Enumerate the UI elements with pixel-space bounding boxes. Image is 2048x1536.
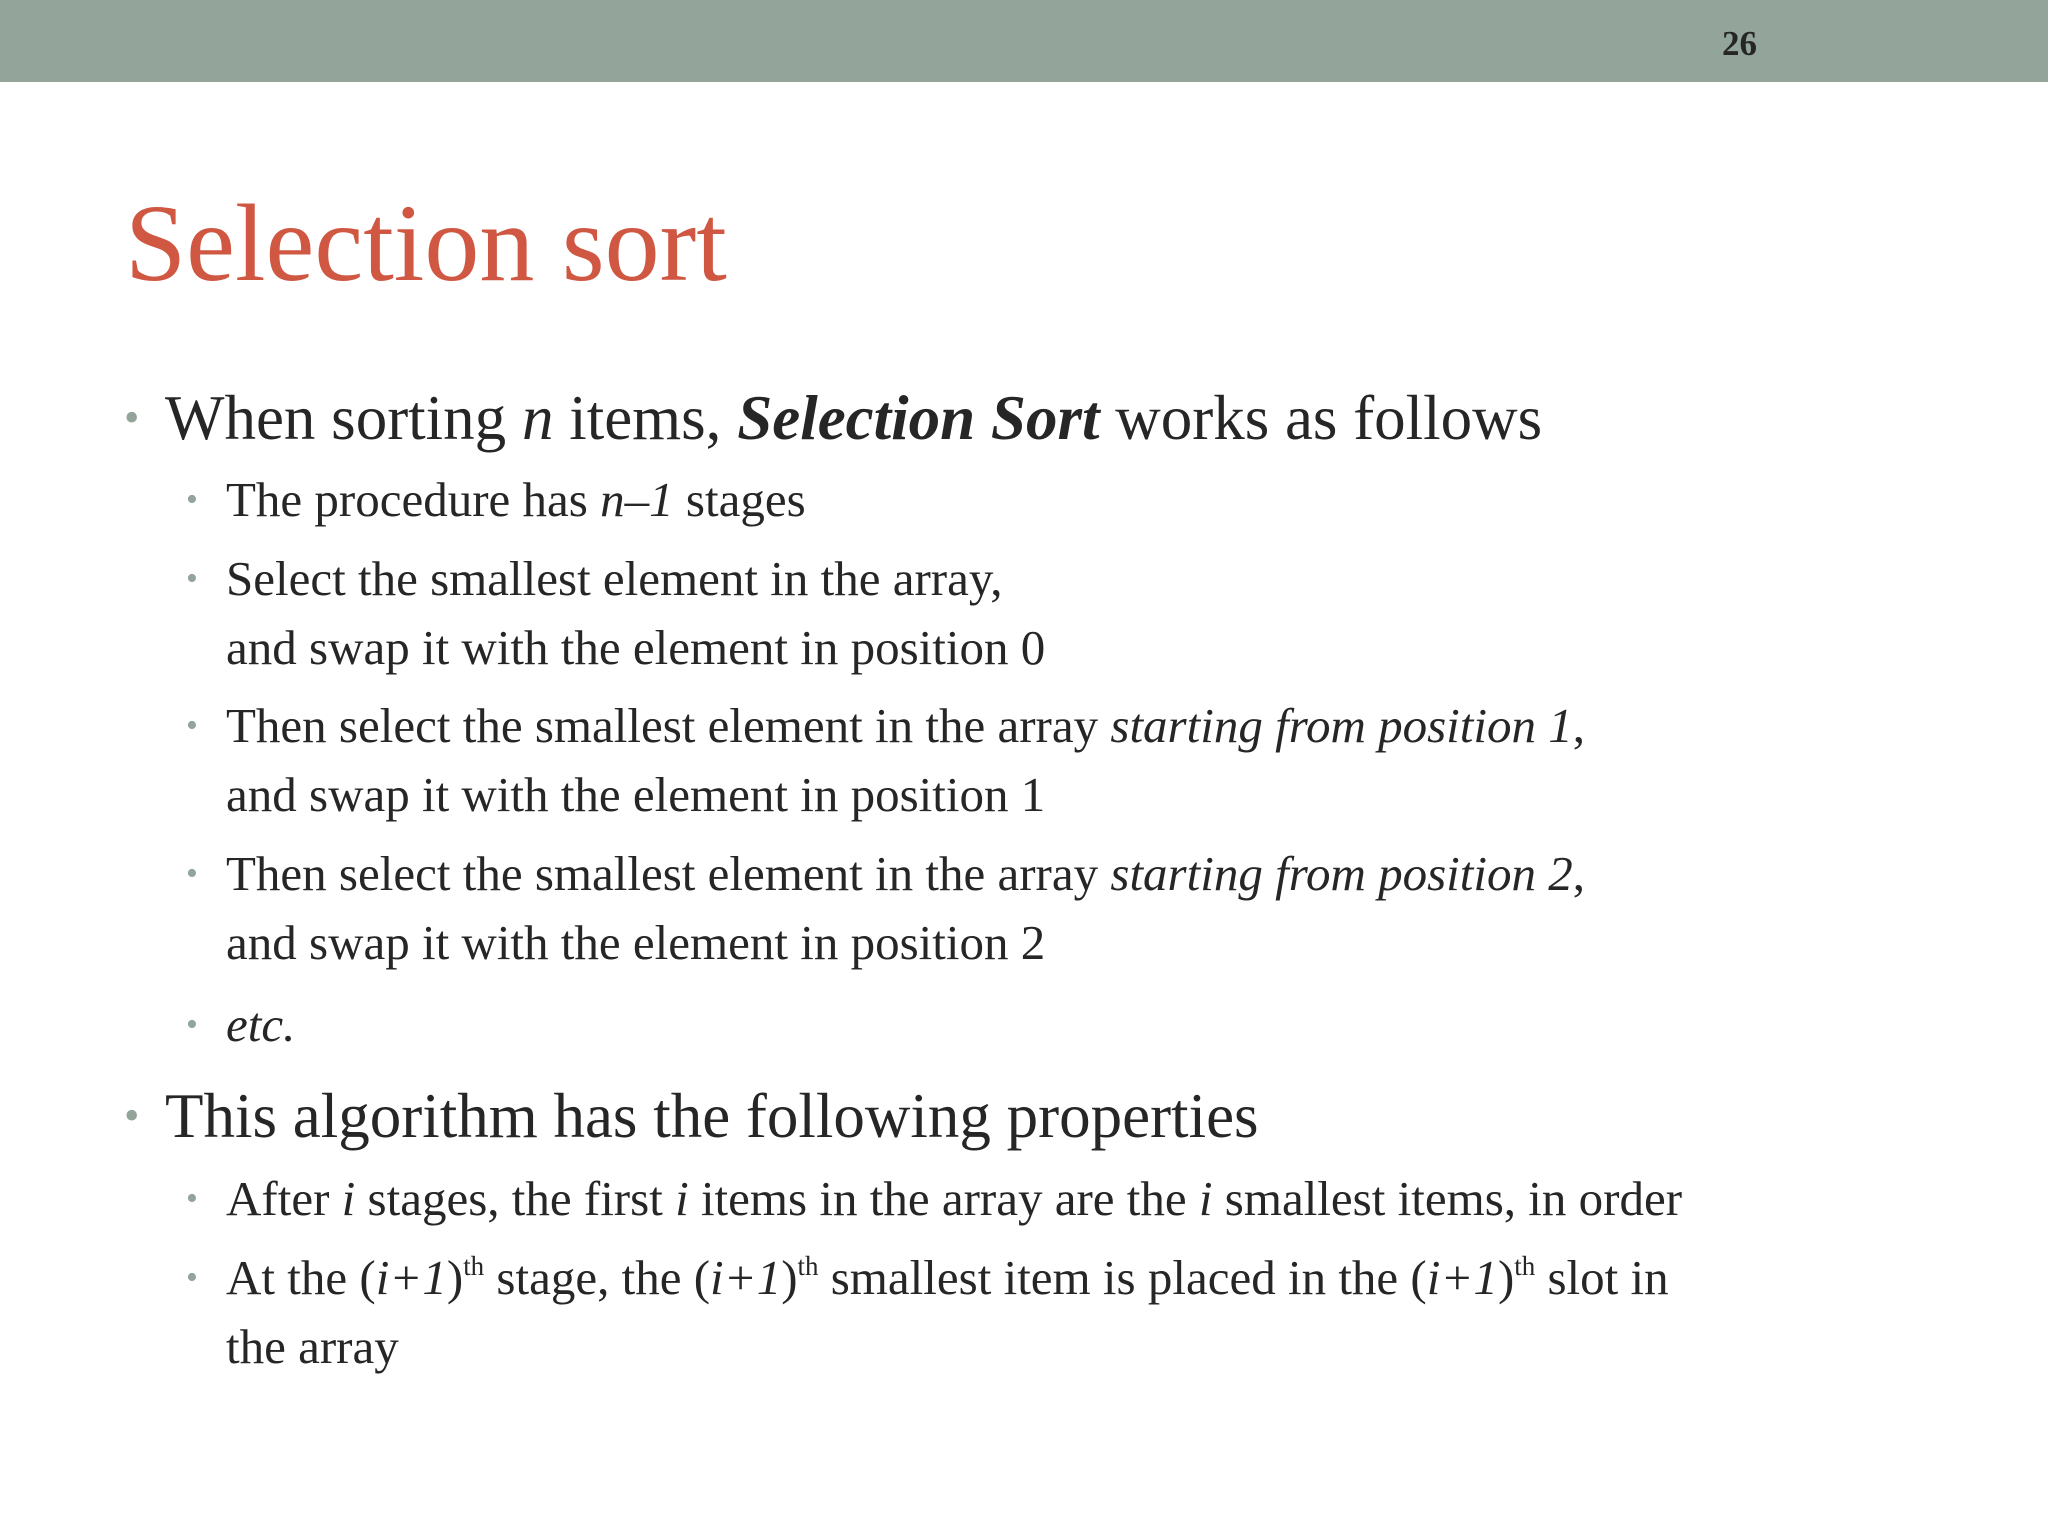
bullet-stages [226,471,806,529]
bullet-select-first [226,550,1002,608]
bullet-properties [165,1080,1259,1152]
text-italic: n–1 [600,472,674,527]
bullet-dot: • [186,1259,198,1296]
text: The procedure has [226,472,601,527]
text: Then select the smallest element in the array [226,846,1111,901]
text: and swap it with the element in position 0 [226,620,1046,675]
text: items, [553,383,738,453]
text: the array [226,1319,399,1374]
text: works as follows [1099,383,1543,453]
text: Then select the smallest element in the array [226,698,1111,753]
text-italic: i+1 [1426,1250,1498,1305]
text: , [1572,698,1586,753]
text: Select the smallest element in the array, [226,551,1003,606]
text: When sorting [165,383,522,453]
bullet-select-third [226,845,1585,903]
text: stages [673,472,806,527]
text: and swap it with the element in position 2 [226,915,1046,970]
bullet-dot: • [186,1180,198,1217]
superscript: th [1514,1251,1536,1282]
bullet-dot: • [186,707,198,744]
top-bar [0,0,2048,82]
bullet-i-plus-1-stage [226,1249,1669,1307]
text: After [226,1171,342,1226]
text: This algorithm has the following properties [165,1081,1259,1151]
slide-number: 26 [1722,24,1757,63]
text-italic: starting from position 2 [1110,846,1573,901]
text-italic: starting from position 1 [1110,698,1573,753]
text-italic: i [675,1171,689,1226]
bullet-dot: • [124,393,140,442]
text-italic: i [1198,1171,1213,1226]
bullet-dot: • [186,481,198,518]
text: At the ( [226,1250,376,1305]
superscript: th [463,1251,485,1282]
text: smallest items, in order [1212,1171,1683,1226]
bullet-selection-sort-intro [165,382,1542,454]
text: and swap it with the element in position 1 [226,767,1046,822]
text: , [1572,846,1586,901]
text: ) [1497,1250,1515,1305]
bullet-select-third-line2 [226,914,1045,972]
bullet-select-second [226,697,1585,755]
bullet-after-i-stages [226,1170,1682,1228]
bullet-select-first-line2 [226,619,1045,677]
bullet-i-plus-1-stage-line2 [226,1318,399,1376]
text: items in the array are the [688,1171,1199,1226]
text-italic: etc. [226,997,296,1052]
superscript: th [797,1251,819,1282]
text: stage, the ( [484,1250,711,1305]
text-italic: i [341,1171,356,1226]
text: stages, the first [355,1171,676,1226]
bullet-etc [226,996,295,1054]
text: ) [446,1250,464,1305]
text: smallest item is placed in the ( [818,1250,1427,1305]
slide-title: Selection sort [125,182,727,304]
text-italic: i+1 [375,1250,447,1305]
text-bold-italic: Selection Sort [737,383,1100,453]
bullet-select-second-line2 [226,766,1045,824]
text: slot in [1535,1250,1669,1305]
text-italic: n [521,383,554,453]
text: ) [781,1250,798,1305]
bullet-dot: • [186,560,198,597]
bullet-dot: • [186,1006,198,1043]
bullet-dot: • [186,855,198,892]
bullet-dot: • [124,1091,140,1140]
text-italic: i+1 [710,1250,782,1305]
